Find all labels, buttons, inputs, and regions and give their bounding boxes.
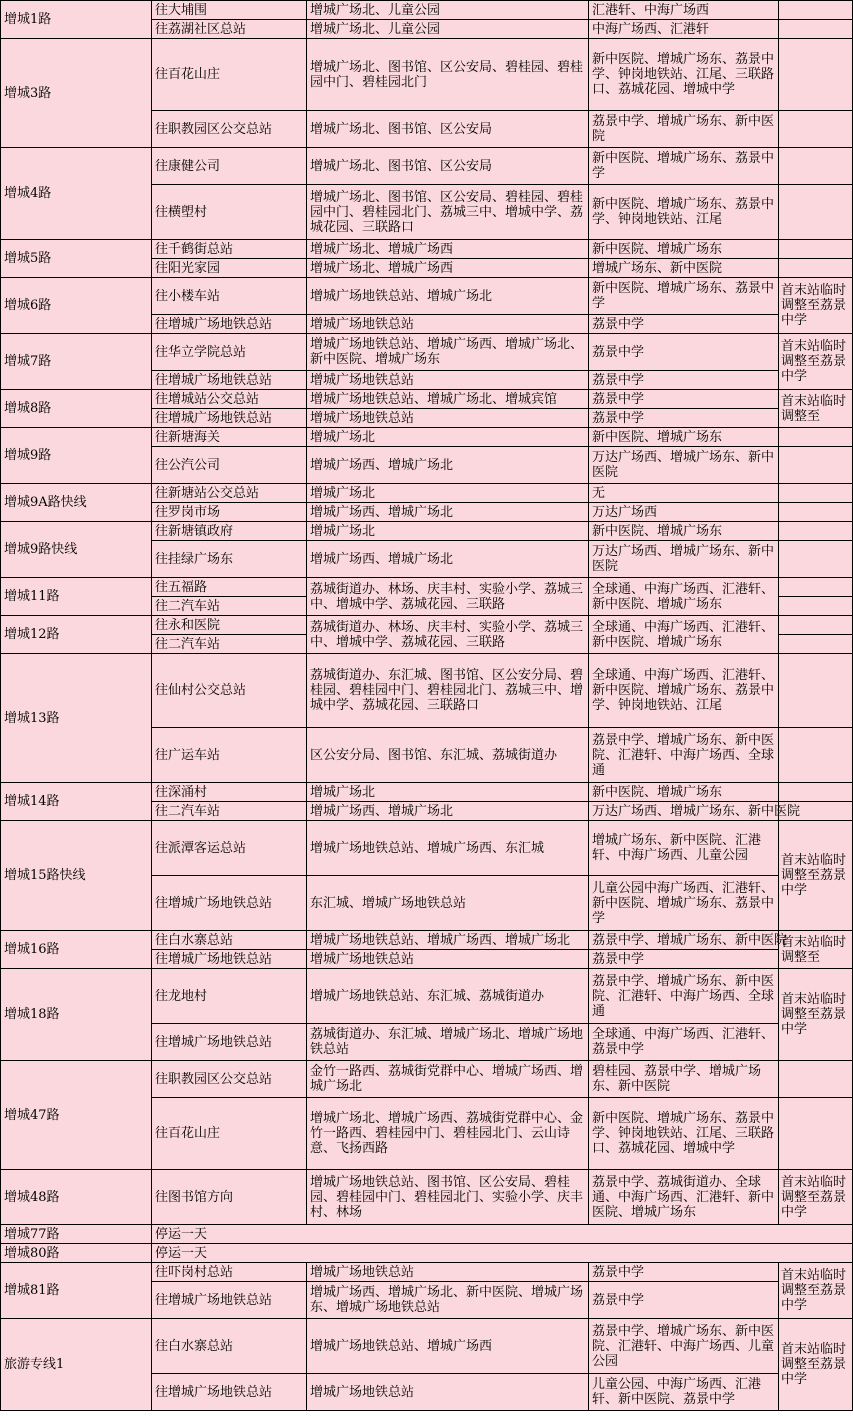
direction: 往新塘海关 [152, 428, 307, 447]
stops-cell: 增城广场西、增城广场北 [307, 503, 589, 522]
stops-cell: 增城广场北 [307, 484, 589, 503]
direction: 往增城广场地铁总站 [152, 315, 307, 334]
direction: 往白水寨总站 [152, 931, 307, 950]
direction: 往二汽车站 [152, 802, 307, 821]
stops-cell: 增城广场北 [307, 783, 589, 802]
direction: 往派潭客运总站 [152, 821, 307, 876]
stops-cell-2: 荔景中学 [589, 1282, 779, 1319]
stops-cell: 增城广场地铁总站、增城广场北 [307, 278, 589, 315]
stops-cell: 增城广场地铁总站 [307, 409, 589, 428]
direction: 往增城广场地铁总站 [152, 1282, 307, 1319]
stops-cell: 增城广场西、增城广场北 [307, 802, 589, 821]
direction: 往新塘站公交总站 [152, 484, 307, 503]
stops-cell-2: 新中医院、增城广场东、荔景中学、钟岗地铁站、江尾、三联路口、荔城花园、增城中学 [589, 39, 779, 111]
table-row [1, 522, 853, 541]
stops-cell: 增城广场地铁总站、增城广场西 [307, 1319, 589, 1374]
table-row [1, 578, 853, 597]
route-name: 增城18路 [1, 969, 152, 1061]
stops-cell-2: 万达广场西、增城广场东、新中医院 [589, 541, 779, 578]
table-row [1, 278, 853, 315]
direction: 往永和医院 [152, 616, 307, 635]
table-row [1, 969, 853, 1024]
stops-cell: 增城广场北、增城广场西 [307, 240, 589, 259]
stops-cell-2: 荔景中学 [589, 409, 779, 428]
direction: 往千鹤街总站 [152, 240, 307, 259]
direction: 往公汽公司 [152, 447, 307, 484]
direction: 往广运车站 [152, 728, 307, 783]
stops-cell-2: 荔景中学、增城广场东、新中医院 [589, 931, 779, 950]
table-row [1, 616, 853, 635]
direction: 往横塱村 [152, 185, 307, 240]
stops-cell: 增城广场北 [307, 522, 589, 541]
route-name: 增城9A路快线 [1, 484, 152, 522]
route-name: 增城14路 [1, 783, 152, 821]
stops-cell: 区公安分局、图书馆、东汇城、荔城街道办 [307, 728, 589, 783]
stops-cell-2: 万达广场西 [589, 503, 779, 522]
direction: 往百花山庄 [152, 39, 307, 111]
table-row [1, 240, 853, 259]
stops-cell-2: 新中医院、增城广场东 [589, 428, 779, 447]
direction: 往增城广场地铁总站 [152, 409, 307, 428]
table-row [1, 148, 853, 185]
table-row [1, 1170, 853, 1225]
stops-cell: 荔城街道办、东汇城、图书馆、区公安分局、碧桂园、碧桂园中门、碧桂园北门、荔城三中、增城中学、荔城花园、三联路口 [307, 654, 589, 728]
note-cell: 首末站临时调整至荔景中学 [779, 1170, 853, 1225]
stops-cell: 荔城街道办、林场、庆丰村、实验小学、荔城三中、增城中学、荔城花园、三联路 [307, 578, 589, 616]
stops-cell-2: 荔景中学 [589, 334, 779, 371]
direction: 往新塘镇政府 [152, 522, 307, 541]
note-cell [779, 654, 853, 728]
direction: 往增城站公交总站 [152, 390, 307, 409]
direction: 往图书馆方向 [152, 1170, 307, 1225]
note-cell [779, 597, 853, 616]
stops-cell-2: 荔景中学 [589, 1263, 779, 1282]
direction: 往增城广场地铁总站 [152, 1374, 307, 1411]
stops-cell-2: 碧桂园、荔景中学、增城广场东、新中医院 [589, 1061, 779, 1098]
table-row [1, 1061, 853, 1098]
note-cell [779, 428, 853, 447]
route-name: 增城77路 [1, 1225, 152, 1244]
stops-cell-2: 新中医院、增城广场东、荔景中学 [589, 148, 779, 185]
stops-cell-2: 新中医院、增城广场东、荔景中学 [589, 278, 779, 315]
table-row [1, 931, 853, 950]
stops-cell-2: 增城广场东、新中医院、汇港轩、中海广场西、儿童公园 [589, 821, 779, 876]
route-name: 增城7路 [1, 334, 152, 390]
direction: 往康健公司 [152, 148, 307, 185]
stops-cell-2: 新中医院、增城广场东、荔景中学、钟岗地铁站、江尾 [589, 185, 779, 240]
note-cell: 首末站临时调整至荔景中学 [779, 1319, 853, 1411]
stops-cell: 增城广场北 [307, 428, 589, 447]
route-name: 增城47路 [1, 1061, 152, 1170]
stops-cell: 荔城街道办、林场、庆丰村、实验小学、荔城三中、增城中学、荔城花园、三联路 [307, 616, 589, 654]
stops-cell-2: 荔景中学、荔城街道办、全球通、中海广场西、汇港轩、新中医院、增城广场东 [589, 1170, 779, 1225]
direction: 往增城广场地铁总站 [152, 371, 307, 390]
stops-cell: 增城广场西、增城广场北、新中医院、增城广场东、增城广场地铁总站 [307, 1282, 589, 1319]
stops-cell: 金竹一路西、荔城街党群中心、增城广场西、增城广场北 [307, 1061, 589, 1098]
direction: 往华立学院总站 [152, 334, 307, 371]
stops-cell-2: 全球通、中海广场西、汇港轩、新中医院、增城广场东 [589, 616, 779, 654]
stops-cell-2: 新中医院、增城广场东 [589, 783, 779, 802]
stops-cell: 增城广场地铁总站 [307, 315, 589, 334]
stops-cell: 增城广场地铁总站、增城广场西、增城广场北、新中医院、增城广场东 [307, 334, 589, 371]
stops-cell: 增城广场地铁总站 [307, 371, 589, 390]
stops-cell: 增城广场地铁总站 [307, 1374, 589, 1411]
route-name: 增城80路 [1, 1244, 152, 1263]
route-name: 增城15路快线 [1, 821, 152, 931]
stops-cell-2: 荔景中学、增城广场东、新中医院、汇港轩、中海广场西、全球通 [589, 728, 779, 783]
note-cell: 首末站临时调整至荔景中学 [779, 278, 853, 334]
table-row [1, 428, 853, 447]
direction: 往仙村公交总站 [152, 654, 307, 728]
direction: 往二汽车站 [152, 597, 307, 616]
stops-cell: 增城广场西、增城广场北 [307, 541, 589, 578]
note-cell [779, 39, 853, 111]
stops-cell-2: 汇港轩、中海广场西 [589, 1, 779, 20]
note-cell: 首末站临时调整至 [779, 390, 853, 428]
table-row [1, 1263, 853, 1282]
route-name: 增城81路 [1, 1263, 152, 1319]
note-cell [779, 259, 853, 278]
table-row [1, 334, 853, 371]
direction: 往龙地村 [152, 969, 307, 1024]
stops-cell: 增城广场西、增城广场北 [307, 447, 589, 484]
note-cell [779, 783, 853, 802]
table-row [1, 821, 853, 876]
route-name: 增城9路快线 [1, 522, 152, 578]
stops-cell-2: 全球通、中海广场西、汇港轩、荔景中学 [589, 1024, 779, 1061]
note-cell [779, 503, 853, 522]
note-cell: 首末站临时调整至荔景中学 [779, 821, 853, 931]
stops-cell: 增城广场北、增城广场西、荔城街党群中心、金竹一路西、碧桂园中门、碧桂园北门、云山诗意、飞扬西路 [307, 1098, 589, 1170]
stops-cell-2: 全球通、中海广场西、汇港轩、新中医院、增城广场东、荔景中学、钟岗地铁站、江尾 [589, 654, 779, 728]
direction: 往五福路 [152, 578, 307, 597]
note-cell: 首末站临时调整至荔景中学 [779, 334, 853, 390]
stops-cell-2: 儿童公园、中海广场西、汇港轩、新中医院、荔景中学 [589, 1374, 779, 1411]
note-cell [779, 148, 853, 185]
note-cell [779, 20, 853, 39]
table-row [1, 39, 853, 111]
route-name: 增城48路 [1, 1170, 152, 1225]
stops-cell-2: 全球通、中海广场西、汇港轩、新中医院、增城广场东 [589, 578, 779, 616]
stops-cell-2: 荔景中学 [589, 390, 779, 409]
stops-cell: 增城广场地铁总站 [307, 1263, 589, 1282]
direction: 往增城广场地铁总站 [152, 1024, 307, 1061]
stops-cell-2: 万达广场西、增城广场东、新中医院 [589, 447, 779, 484]
direction: 往阳光家园 [152, 259, 307, 278]
stops-cell-2: 荔景中学、增城广场东、新中医院、汇港轩、中海广场西、儿童公园 [589, 1319, 779, 1374]
suspended-status: 停运一天 [152, 1225, 853, 1244]
suspended-status: 停运一天 [152, 1244, 853, 1263]
stops-cell-2: 中海广场西、汇港轩 [589, 20, 779, 39]
direction: 往职教园区公交总站 [152, 111, 307, 148]
direction: 往大埔围 [152, 1, 307, 20]
direction: 往白水寨总站 [152, 1319, 307, 1374]
note-cell [779, 616, 853, 635]
table-row [1, 1225, 853, 1244]
stops-cell-2: 增城广场东、新中医院 [589, 259, 779, 278]
note-cell [779, 728, 853, 783]
table-row [1, 484, 853, 503]
route-name: 增城13路 [1, 654, 152, 783]
note-cell: 首末站临时调整至 [779, 931, 853, 969]
stops-cell-2: 荔景中学、增城广场东、新中医院 [589, 111, 779, 148]
route-name: 增城6路 [1, 278, 152, 334]
note-cell: 首末站临时调整至荔景中学 [779, 1263, 853, 1319]
note-cell [779, 635, 853, 654]
direction: 往百花山庄 [152, 1098, 307, 1170]
route-name: 增城9路 [1, 428, 152, 484]
route-name: 增城12路 [1, 616, 152, 654]
note-cell [779, 541, 853, 578]
stops-cell: 增城广场北、增城广场西 [307, 259, 589, 278]
stops-cell-2: 新中医院、增城广场东 [589, 240, 779, 259]
stops-cell-2: 无 [589, 484, 779, 503]
stops-cell-2: 荔景中学 [589, 950, 779, 969]
stops-cell: 荔城街道办、东汇城、增城广场北、增城广场地铁总站 [307, 1024, 589, 1061]
direction: 往职教园区公交总站 [152, 1061, 307, 1098]
note-cell [779, 185, 853, 240]
table-row [1, 654, 853, 728]
table-row [1, 1319, 853, 1374]
stops-cell: 增城广场地铁总站、图书馆、区公安局、碧桂园、碧桂园中门、碧桂园北门、实验小学、庆丰村、林场 [307, 1170, 589, 1225]
table-row [1, 390, 853, 409]
direction: 往挂绿广场东 [152, 541, 307, 578]
direction: 往小楼车站 [152, 278, 307, 315]
stops-cell-2: 万达广场西、增城广场东、新中医院 [589, 802, 779, 821]
note-cell: 首末站临时调整至荔景中学 [779, 969, 853, 1061]
route-name: 旅游专线1 [1, 1319, 152, 1411]
route-name: 增城3路 [1, 39, 152, 148]
stops-cell: 增城广场北、图书馆、区公安局 [307, 148, 589, 185]
direction: 往罗岗市场 [152, 503, 307, 522]
route-name: 增城1路 [1, 1, 152, 39]
route-name: 增城11路 [1, 578, 152, 616]
direction: 往深涌村 [152, 783, 307, 802]
stops-cell: 增城广场北、图书馆、区公安局、碧桂园、碧桂园中门、碧桂园北门 [307, 39, 589, 111]
note-cell [779, 578, 853, 597]
note-cell [779, 522, 853, 541]
table-row [1, 1244, 853, 1263]
stops-cell: 增城广场地铁总站 [307, 950, 589, 969]
note-cell [779, 111, 853, 148]
stops-cell: 增城广场北、儿童公园 [307, 20, 589, 39]
table-row [1, 1, 853, 20]
note-cell [779, 1098, 853, 1170]
stops-cell: 增城广场地铁总站、东汇城、荔城街道办 [307, 969, 589, 1024]
stops-cell-2: 荔景中学、增城广场东、新中医院、汇港轩、中海广场西、全球通 [589, 969, 779, 1024]
note-cell [779, 240, 853, 259]
route-name: 增城8路 [1, 390, 152, 428]
stops-cell: 增城广场北、图书馆、区公安局 [307, 111, 589, 148]
direction: 往二汽车站 [152, 635, 307, 654]
stops-cell-2: 新中医院、增城广场东 [589, 522, 779, 541]
stops-cell: 增城广场北、儿童公园 [307, 1, 589, 20]
direction: 往荔湖社区总站 [152, 20, 307, 39]
direction: 往增城广场地铁总站 [152, 950, 307, 969]
stops-cell-2: 儿童公园中海广场西、汇港轩、新中医院、增城广场东、荔景中学 [589, 876, 779, 931]
note-cell [779, 1, 853, 20]
note-cell [779, 484, 853, 503]
stops-cell: 增城广场地铁总站、增城广场北、增城宾馆 [307, 390, 589, 409]
route-name: 增城4路 [1, 148, 152, 240]
note-cell [779, 447, 853, 484]
stops-cell-2: 荔景中学 [589, 315, 779, 334]
stops-cell: 增城广场地铁总站、增城广场西、东汇城 [307, 821, 589, 876]
stops-cell: 增城广场北、图书馆、区公安局、碧桂园、碧桂园中门、碧桂园北门、荔城三中、增城中学、荔城花园、三联路口 [307, 185, 589, 240]
stops-cell: 增城广场地铁总站、增城广场西、增城广场北 [307, 931, 589, 950]
note-cell [779, 1061, 853, 1098]
route-name: 增城16路 [1, 931, 152, 969]
stops-cell-2: 荔景中学 [589, 371, 779, 390]
stops-cell: 东汇城、增城广场地铁总站 [307, 876, 589, 931]
direction: 往吓岗村总站 [152, 1263, 307, 1282]
route-name: 增城5路 [1, 240, 152, 278]
stops-cell-2: 新中医院、增城广场东、荔景中学、钟岗地铁站、江尾、三联路口、荔城花园、增城中学 [589, 1098, 779, 1170]
direction: 往增城广场地铁总站 [152, 876, 307, 931]
table-row [1, 783, 853, 802]
